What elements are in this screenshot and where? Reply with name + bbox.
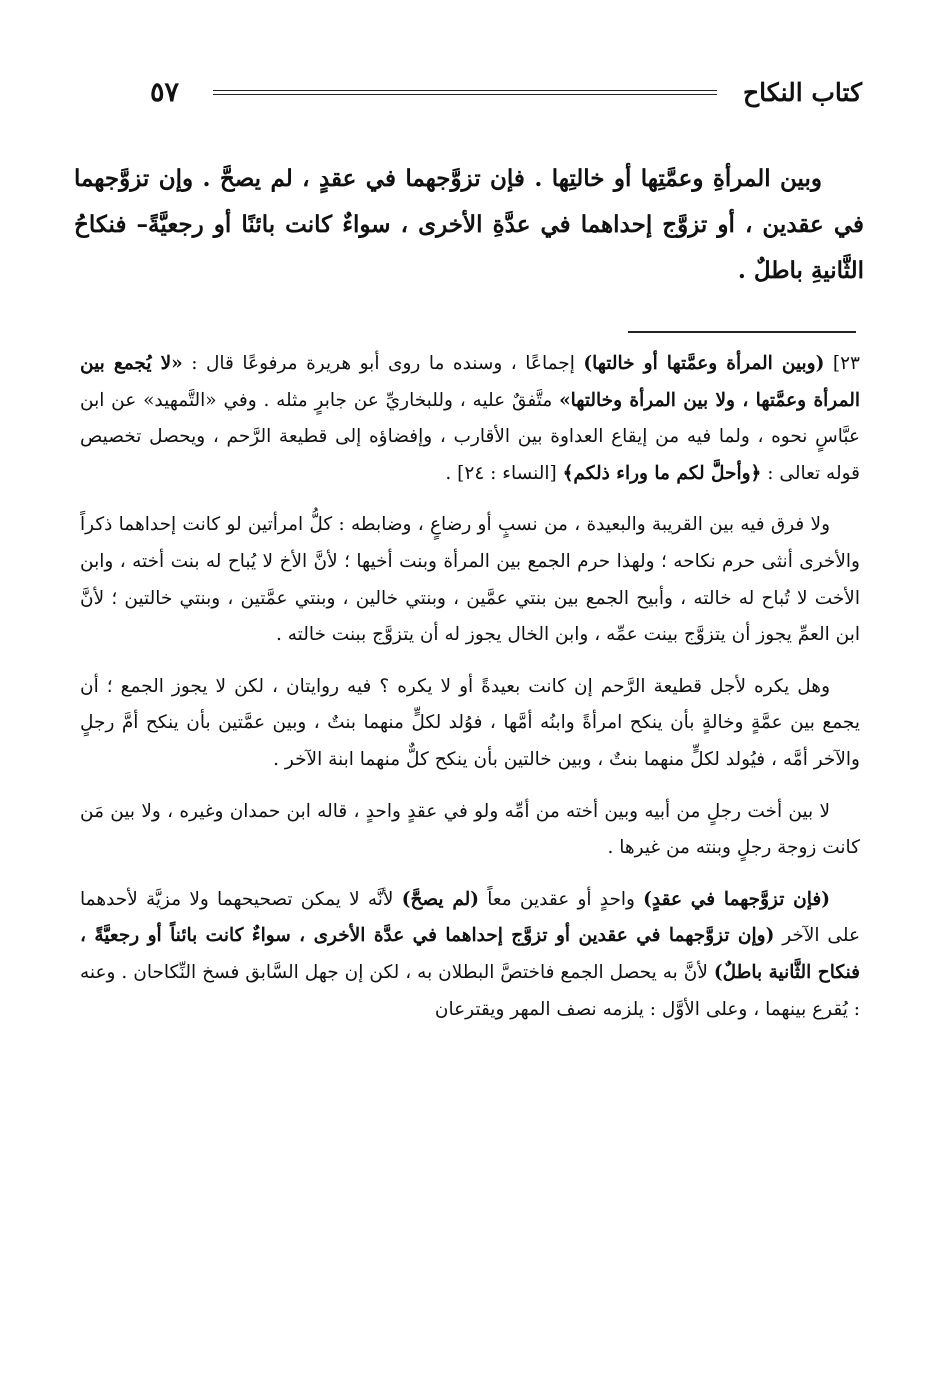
main-text [74, 156, 864, 294]
main-text-paragraph: وبين المرأةِ وعمَّتِها أو خالتِها . فإن تزوَّجهما في عقدٍ ، لم يصحَّ . وإن تزوَّجهما في عقدين ، أو تزوَّج إحداهما في عدَّةِ الأخرى ، سواءٌ كانت بائنًا أو رجعيَّةً– فنكاحُ الثَّانيةِ باطلٌ . [74, 165, 864, 284]
header-rule [213, 90, 717, 95]
commentary-text: متَّفقٌ عليه ، وللبخاريِّ عن جابرٍ مثله . وفي «التَّمهيد» عن ابن عبَّاسٍ نحوه ، ولما فيه من إيقاع العداوة بين الأقارب ، وإفضاؤه إلى قطيعة الرَّحم ، ويحصل تخصيص قوله تعالى : [80, 389, 860, 484]
commentary-text: إجماعًا ، وسنده ما روى أبو هريرة مرفوعًا قال : [191, 353, 575, 374]
quoted-text: (وبين المرأة وعمَّتها أو خالتها) [583, 353, 825, 374]
hadith-quote: «لا يُجمع بين المرأة وعمَّتها ، ولا بين المرأة وخالتها» [80, 353, 860, 411]
quoted-text: (وإن تزوَّجهما في عقدين أو تزوَّج إحداهما في عدَّة الأخرى ، سواءٌ كانت بائناً أو رجعيَّةً ، فنكاح الثَّانية باطلٌ) [80, 925, 860, 983]
commentary-text: لأنَّه لا يمكن تصحيحهما ولا مزيَّة لأحدهما على الآخر [80, 888, 860, 947]
commentary-paragraph-2: ولا فرق فيه بين القريبة والبعيدة ، من نسبٍ أو رضاعٍ ، وضابطه : كلُّ امرأتين لو كانت إحداهما ذكراً والأخرى أنثى حرم نكاحه ؛ ولهذا حرم الجمع بين المرأة وبنت أخيها ؛ لأنَّ الأخ لا يُباح له بنت أخته ، وابن الأخت لا تُباح له خالته ، وأبيح الجمع بين بنتي عمَّين ، وبنتي خالين ، وبنتي عمَّتين ، وبنتي خالتين ؛ لأنَّ ابن العمِّ يجوز أن يتزوَّج بينت عمِّه ، وابن الخال يجوز له أن يتزوَّج ببنت خالته . [80, 514, 860, 646]
page-header [150, 72, 862, 112]
commentary-paragraph-1 [80, 346, 860, 492]
commentary-paragraph-5 [80, 882, 860, 1028]
commentary-text: واحدٍ أو عقدين معاً [487, 888, 635, 910]
page-number: ٥٧ [150, 76, 180, 108]
quran-quote: ﴿وأحلَّ لكم ما وراء ذلكم﴾ [562, 462, 762, 484]
quoted-text: (لم يصحَّ) [401, 888, 480, 910]
note-number: ٢٣] [832, 353, 860, 374]
commentary-text: [النساء : ٢٤] . [445, 462, 557, 484]
running-title: كتاب النكاح [743, 77, 862, 107]
commentary [80, 346, 860, 1043]
footnote-separator [628, 331, 856, 333]
commentary-text: لأنَّ به يحصل الجمع فاختصَّ البطلان به ، لكن إن جهل السَّابق فسخ النِّكاحان . وعنه : يُقرع بينهما ، وعلى الأوَّل : يلزمه نصف المهر ويقترعان [80, 961, 860, 1020]
commentary-paragraph-3: وهل يكره لأجل قطيعة الرَّحم إن كانت بعيدةً أو لا يكره ؟ فيه روايتان ، لكن لا يجوز الجمع ؛ أن يجمع بين عمَّةٍ وخالةٍ بأن ينكح امرأةً وابنُه أمَّها ، فوُلد لكلٍّ منهما بنتٌ ، وبين عمَّتين بأن ينكح أمَّ رجلٍ والآخر أمَّه ، فيُولد لكلٍّ منهما بنتٌ ، وبين خالتين بأن ينكح كلٌّ منهما ابنة الآخر . [80, 675, 860, 770]
quoted-text: (فإن تزوَّجهما في عقدٍ) [643, 888, 830, 910]
commentary-paragraph-4: لا بين أخت رجلٍ من أبيه وبين أخته من أمِّه ولو في عقدٍ واحدٍ ، قاله ابن حمدان وغيره ، ولا بين مَن كانت زوجة رجلٍ وبنته من غيرها . [80, 800, 860, 859]
